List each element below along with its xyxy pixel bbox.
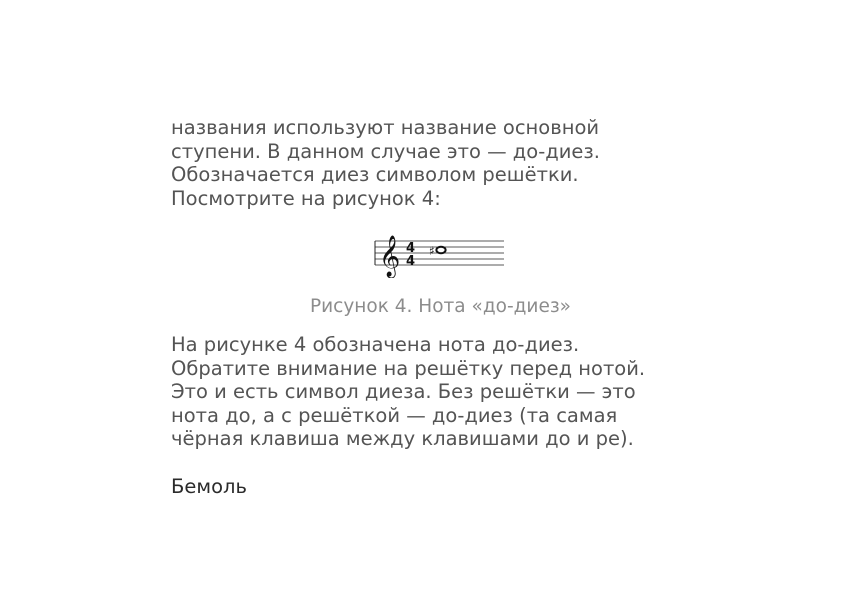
time-signature-top: 4	[406, 241, 416, 256]
paragraph-line: Обозначается диез символом решётки.	[171, 163, 579, 186]
sheet-music-figure	[370, 228, 506, 278]
intro-paragraph	[171, 116, 731, 210]
music-staff-svg	[370, 228, 506, 278]
section-heading: Бемоль	[171, 475, 247, 498]
sharp-sign-icon: ♯	[429, 244, 435, 258]
paragraph-line: ступени. В данном случае это — до-диез.	[171, 139, 600, 163]
paragraph-line: нота до, а с решёткой — до-диез (та самая	[171, 403, 618, 427]
time-signature-bottom: 4	[406, 254, 416, 269]
explain-paragraph	[171, 333, 731, 451]
paragraph-line: Это и есть символ диеза. Без решётки — это	[171, 380, 636, 403]
paragraph-line: Обратите внимание на решётку перед нотой.	[171, 356, 646, 380]
paragraph-line: названия используют название основной	[171, 116, 600, 139]
figure-caption: Рисунок 4. Нота «до-диез»	[310, 296, 571, 317]
treble-clef-icon: 𝄞	[379, 236, 401, 277]
paragraph-line: На рисунке 4 обозначена нота до-диез.	[171, 333, 580, 356]
paragraph-line: чёрная клавиша между клавишами до и ре).	[171, 427, 634, 450]
whole-note-icon	[436, 247, 445, 253]
paragraph-line: Посмотрите на рисунок 4:	[171, 186, 441, 210]
